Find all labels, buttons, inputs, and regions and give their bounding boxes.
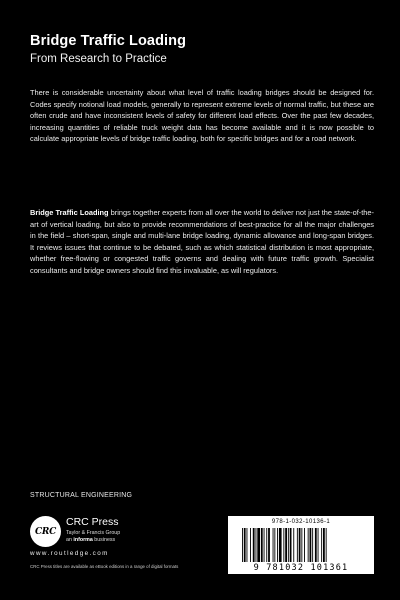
book-title: Bridge Traffic Loading [30, 33, 187, 49]
barcode-bar [321, 528, 322, 562]
barcode-bar [268, 528, 270, 562]
isbn-barcode [228, 516, 374, 574]
barcode-bar [261, 528, 263, 562]
barcode-bar [279, 528, 282, 562]
publisher-group: Taylor & Francis Group [66, 530, 121, 536]
barcode-bar [242, 528, 243, 562]
barcode-bar [323, 528, 325, 562]
publisher-info [66, 530, 120, 544]
barcode-bar [285, 528, 287, 562]
barcode-bar [244, 528, 246, 562]
publisher-name: CRC Press [66, 516, 119, 528]
tagline-informa: informa [73, 537, 93, 543]
barcode-bar [247, 528, 248, 562]
description-paragraph-2 [30, 207, 374, 277]
barcode-bar [297, 528, 298, 562]
barcode-bar [250, 528, 251, 562]
barcode-bar [257, 528, 260, 562]
book-subtitle: From Research to Practice [30, 53, 167, 65]
barcode-bar [266, 528, 267, 562]
barcode-bar [315, 528, 317, 562]
ebook-footnote: CRC Press titles are available as eBook editions in a range of digital formats [30, 564, 179, 569]
barcode-bar [256, 528, 257, 562]
barcode-bar [293, 528, 294, 562]
barcode-bars [242, 528, 360, 562]
barcode-bar [253, 528, 255, 562]
description-paragraph-1: There is considerable uncertainty about what level of traffic loading bridges should be designed for. Codes specify notional load models, generally to represent extreme levels of normal traffic, but these are often crude and have inconsistent levels of safety for different load effects. Over the past few decades, increasing quantities of reliable truck weight data has become available and it is now possible to calculate appropriate levels of bridge traffic loading, both for specific bridges and for a road network. [30, 88, 374, 144]
barcode-bar [264, 528, 265, 562]
isbn-number: 978-1-032-10136-1 [271, 519, 331, 525]
barcode-bar [304, 528, 305, 562]
subject-category: STRUCTURAL ENGINEERING [30, 492, 133, 499]
publisher-tagline [66, 537, 120, 544]
barcode-bar [308, 528, 309, 562]
barcode-digits: 9 781032 101361 [253, 563, 349, 573]
book-title-inline: Bridge Traffic Loading [30, 208, 109, 217]
barcode-bar [301, 528, 302, 562]
barcode-bar [288, 528, 289, 562]
tagline-prefix: an [66, 537, 74, 543]
barcode-bar [310, 528, 312, 562]
publisher-website: www.routledge.com [30, 550, 109, 557]
barcode-bar [326, 528, 327, 562]
barcode-bar [299, 528, 301, 562]
crc-press-logo: CRC [30, 516, 61, 547]
barcode-bar [290, 528, 292, 562]
tagline-suffix: business [92, 537, 116, 543]
barcode-bar [274, 528, 275, 562]
description-paragraph-2-text: brings together experts from all over the world to deliver not just the state-of-the-art of vertical loading, but also to provide recommendations of best-practice for all the major challenges in the field – short-span, single and multi-lane bridge loading, dynamic allowance and long-span bridges. It reviews issues that continue to be debated, such as which statistical distribution is most appropriate, whether free-flowing or congested traffic governs and dealing with future traffic growth. Specialist consultants and bridge owners should find this invaluable, as will regulators. [30, 208, 374, 275]
barcode-bar [318, 528, 319, 562]
barcode-bar [283, 528, 284, 562]
barcode-bar [312, 528, 313, 562]
barcode-bar [273, 528, 274, 562]
barcode-bar [277, 528, 278, 562]
